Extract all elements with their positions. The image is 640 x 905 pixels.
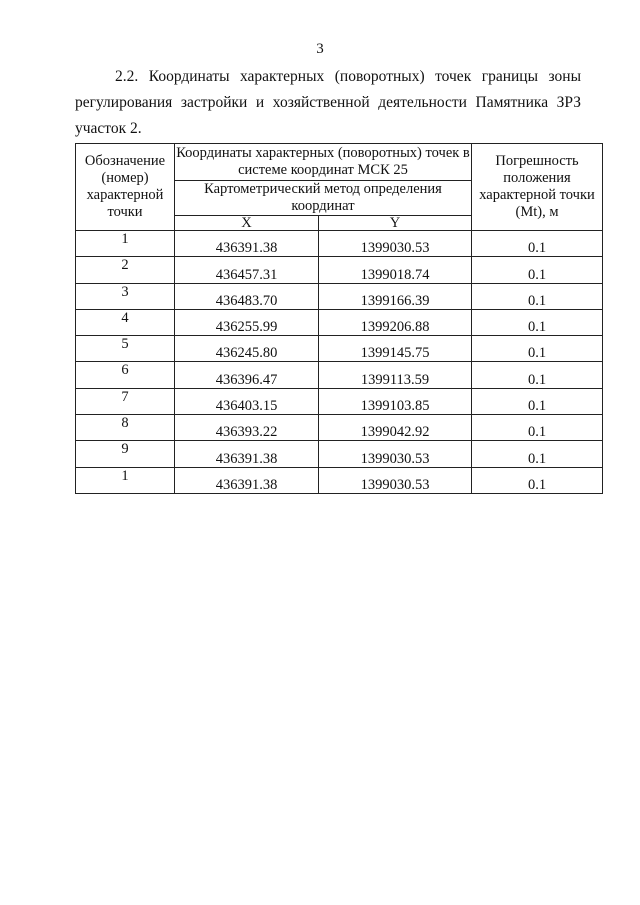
error-cell: 0.1 bbox=[472, 441, 603, 467]
heading-line: участок 2. bbox=[75, 120, 142, 137]
heading-line: 2.2. Координаты характерных (поворотных) точек границы зоны bbox=[115, 68, 581, 85]
point-number-cell: 1 bbox=[76, 467, 175, 493]
error-cell: 0.1 bbox=[472, 467, 603, 493]
error-cell: 0.1 bbox=[472, 362, 603, 388]
y-coordinate-cell: 1399030.53 bbox=[319, 467, 472, 493]
point-number-cell: 4 bbox=[76, 309, 175, 335]
error-cell: 0.1 bbox=[472, 309, 603, 335]
table-row bbox=[76, 441, 603, 467]
x-header: X bbox=[175, 216, 319, 231]
error-cell: 0.1 bbox=[472, 283, 603, 309]
y-coordinate-cell: 1399103.85 bbox=[319, 388, 472, 414]
table-row bbox=[76, 257, 603, 283]
error-header: Погрешность положения характерной точки (Mt), м bbox=[472, 144, 603, 231]
coordinates-header: Координаты характерных (поворотных) точек в системе координат МСК 25 bbox=[175, 144, 472, 181]
y-coordinate-cell: 1399113.59 bbox=[319, 362, 472, 388]
y-coordinate-cell: 1399145.75 bbox=[319, 336, 472, 362]
page-number: 3 bbox=[316, 41, 324, 57]
method-header: Картометрический метод определения координат bbox=[175, 181, 472, 216]
x-coordinate-cell: 436391.38 bbox=[175, 467, 319, 493]
point-number-cell: 9 bbox=[76, 441, 175, 467]
point-number-cell: 6 bbox=[76, 362, 175, 388]
y-coordinate-cell: 1399030.53 bbox=[319, 441, 472, 467]
x-coordinate-cell: 436255.99 bbox=[175, 309, 319, 335]
x-coordinate-cell: 436391.38 bbox=[175, 441, 319, 467]
table-row bbox=[76, 467, 603, 493]
designation-header: Обозначение (номер) характерной точки bbox=[76, 144, 175, 231]
table-row bbox=[76, 283, 603, 309]
error-cell: 0.1 bbox=[472, 336, 603, 362]
point-number-cell: 7 bbox=[76, 388, 175, 414]
table-row bbox=[76, 415, 603, 441]
x-coordinate-cell: 436393.22 bbox=[175, 415, 319, 441]
point-number-cell: 1 bbox=[76, 231, 175, 257]
y-coordinate-cell: 1399018.74 bbox=[319, 257, 472, 283]
table-body bbox=[76, 231, 603, 494]
table-row bbox=[76, 388, 603, 414]
x-coordinate-cell: 436483.70 bbox=[175, 283, 319, 309]
table-row bbox=[76, 336, 603, 362]
x-coordinate-cell: 436396.47 bbox=[175, 362, 319, 388]
x-coordinate-cell: 436403.15 bbox=[175, 388, 319, 414]
error-cell: 0.1 bbox=[472, 415, 603, 441]
x-coordinate-cell: 436245.80 bbox=[175, 336, 319, 362]
y-header: Y bbox=[319, 216, 472, 231]
section-heading bbox=[75, 64, 581, 142]
x-coordinate-cell: 436457.31 bbox=[175, 257, 319, 283]
error-cell: 0.1 bbox=[472, 257, 603, 283]
point-number-cell: 8 bbox=[76, 415, 175, 441]
x-coordinate-cell: 436391.38 bbox=[175, 231, 319, 257]
y-coordinate-cell: 1399206.88 bbox=[319, 309, 472, 335]
point-number-cell: 2 bbox=[76, 257, 175, 283]
point-number-cell: 5 bbox=[76, 336, 175, 362]
table-row bbox=[76, 309, 603, 335]
table-row bbox=[76, 362, 603, 388]
coordinates-table bbox=[75, 143, 603, 494]
error-cell: 0.1 bbox=[472, 388, 603, 414]
y-coordinate-cell: 1399166.39 bbox=[319, 283, 472, 309]
heading-line: регулирования застройки и хозяйственной деятельности Памятника ЗРЗ bbox=[75, 94, 581, 111]
point-number-cell: 3 bbox=[76, 283, 175, 309]
y-coordinate-cell: 1399042.92 bbox=[319, 415, 472, 441]
error-cell: 0.1 bbox=[472, 231, 603, 257]
table-row bbox=[76, 231, 603, 257]
y-coordinate-cell: 1399030.53 bbox=[319, 231, 472, 257]
